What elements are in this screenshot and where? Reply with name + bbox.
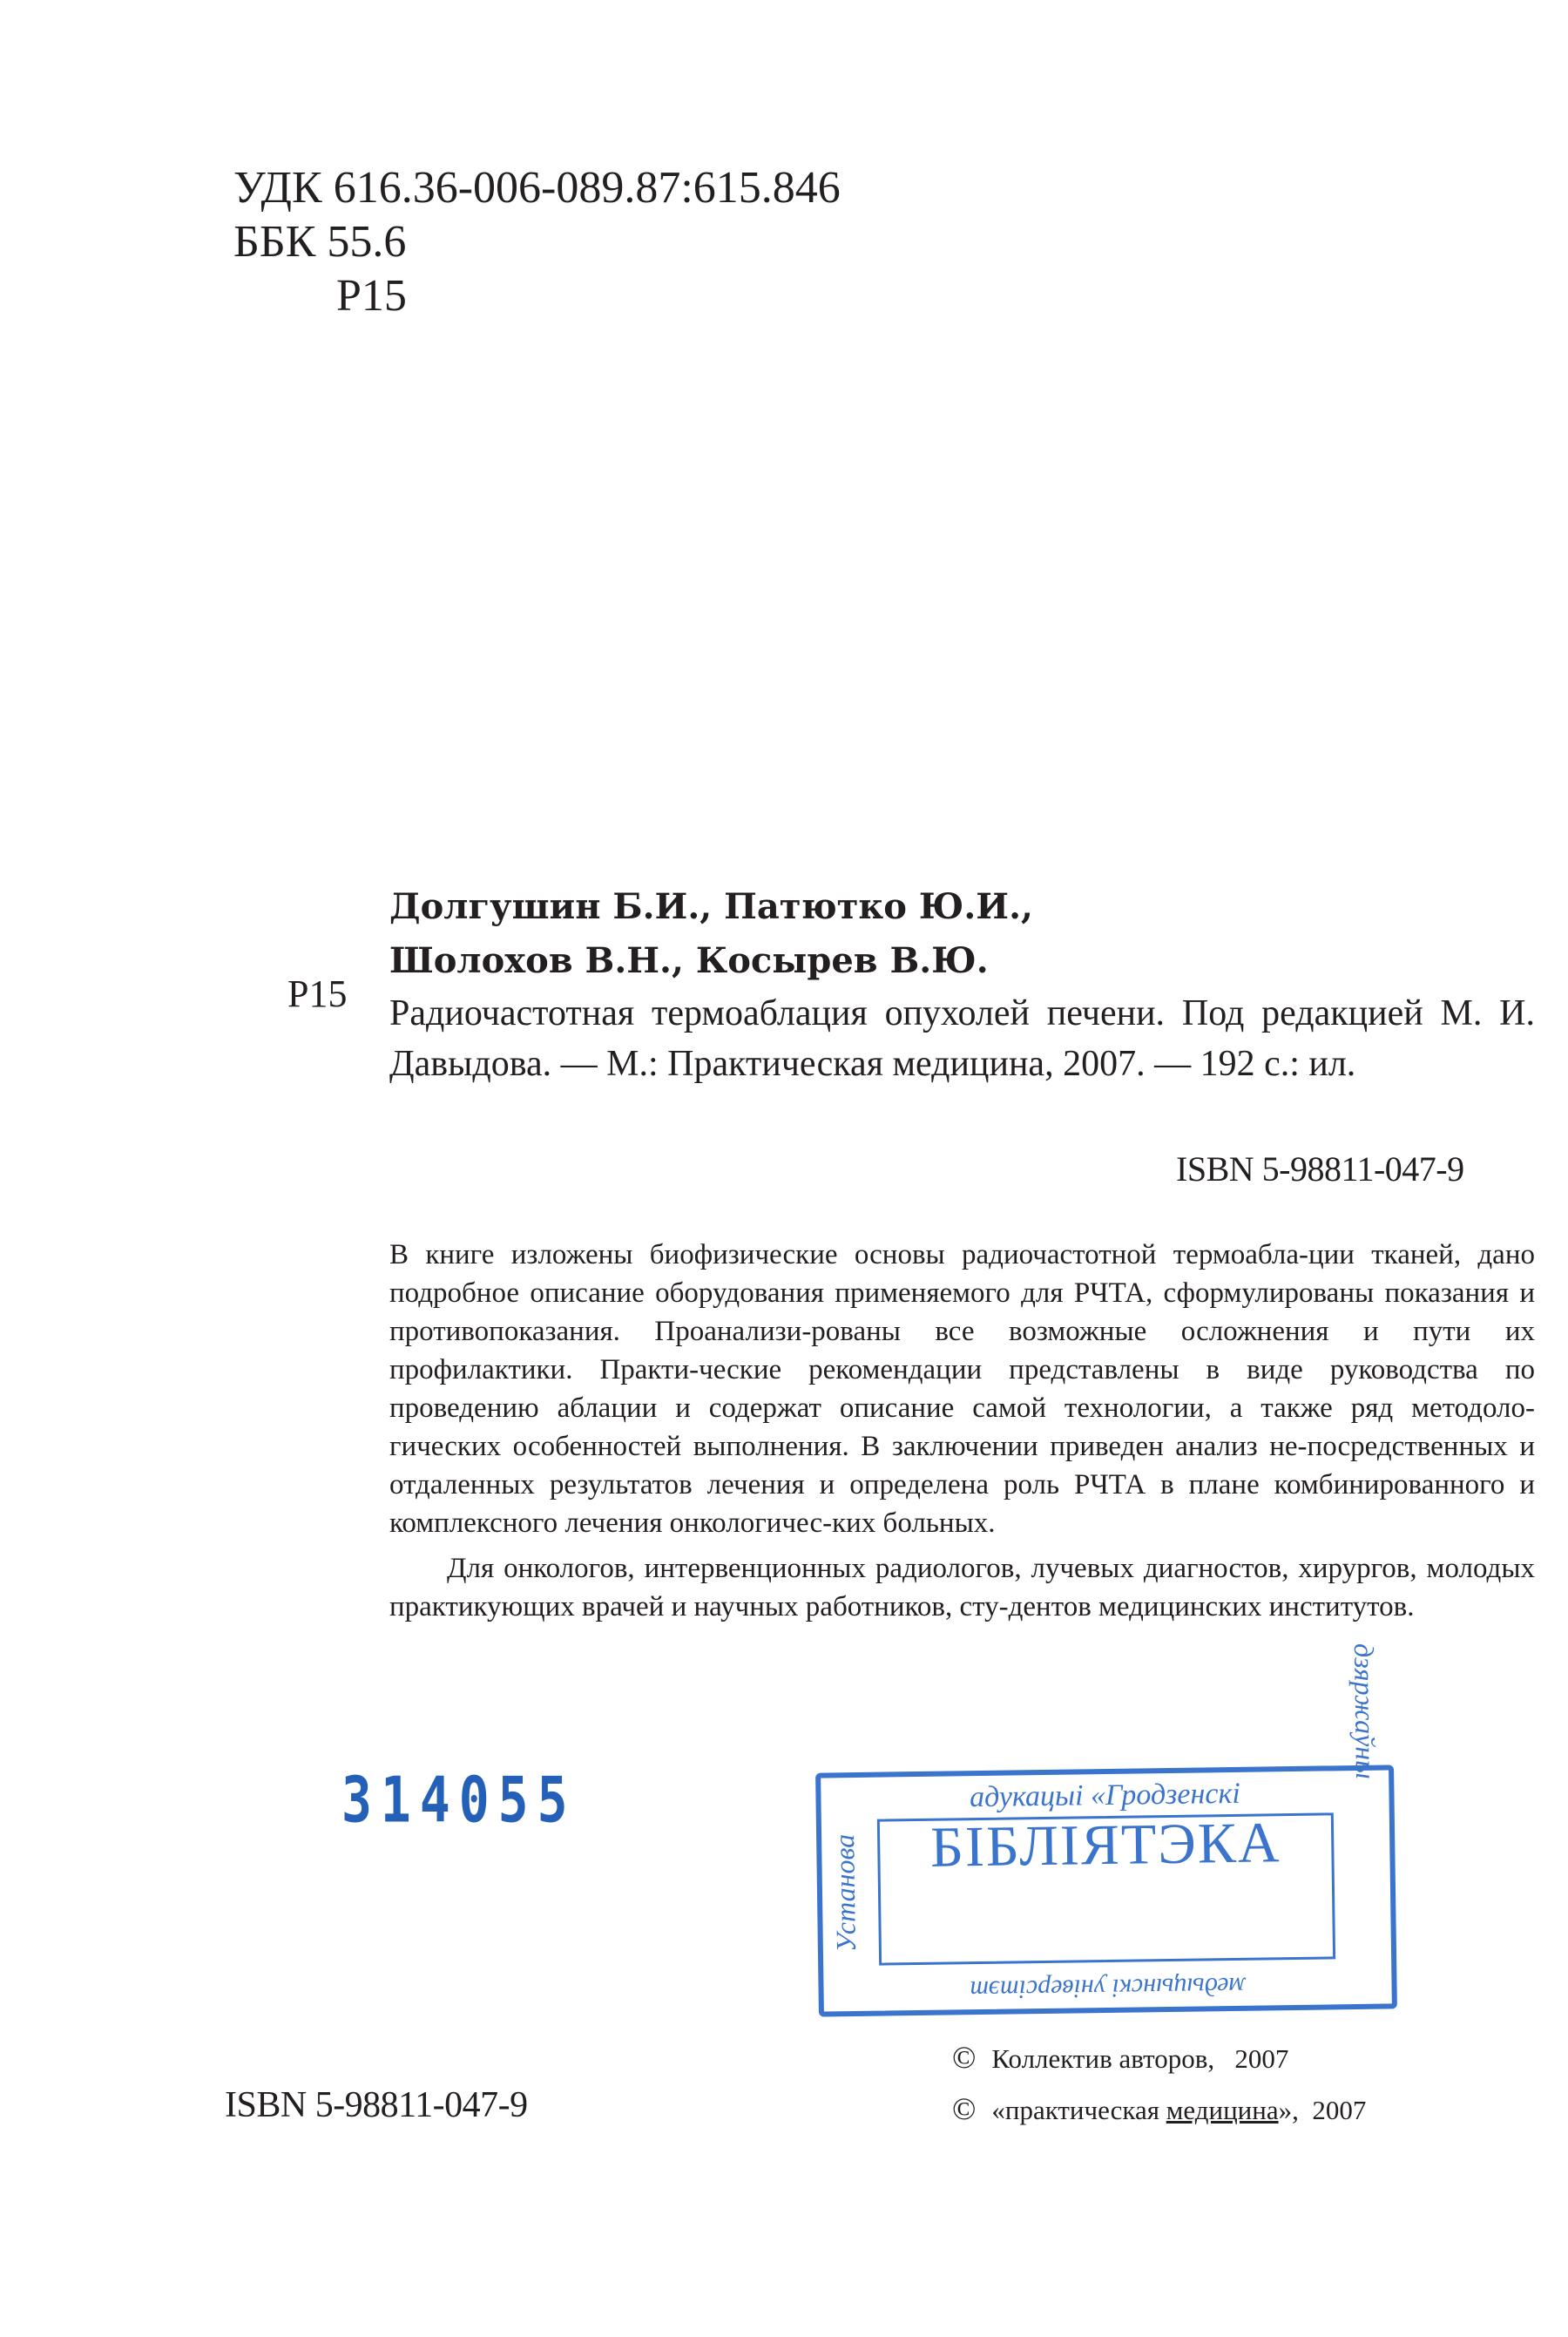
author-mark: Р15 [336,271,407,321]
annotation-paragraph-1: В книге изложены биофизические основы радиочастотной термоабла-ции тканей, дано подробное описание оборудования применяемого для РЧТА, сформулированы показания и противопоказания. Проанализи-рованы все возможные осложнения и пути их профилактики. Практи-ческие рекомендации представлены в виде руководства по проведению аблации и содержат описание самой технологии, а также ряд методоло-гических особенностей выполнения. В заключении приведен анализ не-посредственных и отдаленных результатов лечения и определена роль РЧТА в плане комбинированного и комплексного лечения онкологичес-ких больных. [389,1239,1535,1539]
copyright-authors [952,2039,1288,2076]
isbn-bottom: ISBN 5-98811-047-9 [225,2085,528,2125]
inventory-number-stamp: 314055 [341,1763,577,1837]
stamp-main-text: БІБЛІЯТЭКА [929,1811,1281,1880]
library-stamp [815,1643,1397,2016]
bbk-code: ББК 55.6 [233,217,407,267]
title-description: Радиочастотная термоаблация опухолей печени. Под редакцией М. И. Давыдова. — М.: Практическая медицина, 2007. — 192 с.: ил. [389,993,1535,1084]
isbn-record: ISBN 5-98811-047-9 [1176,1149,1464,1189]
publisher-name-part-2: медицина [1166,2095,1279,2125]
copyright-year: 2007 [1312,2095,1367,2125]
copyright-year: 2007 [1234,2043,1289,2074]
copyright-icon: © [952,2040,977,2075]
udk-code: УДК 616.36-006-089.87:615.846 [233,163,841,213]
copyright-publisher [952,2090,1366,2127]
classification-codes [233,161,841,323]
stamp-bottom-text: медыцынскі універсітэт [970,1971,1246,2005]
author-mark-left: Р15 [287,972,348,1015]
stamp-left-text: Установа [828,1833,862,1953]
publisher-name-part-1: «практическая [991,2095,1166,2125]
annotation [389,1236,1535,1626]
stamp-top-text: адукацыі «Гродзенскі [969,1777,1241,1814]
stamp-right-text: дзяржаўны [1348,1643,1382,1780]
bibliographic-record [389,880,1535,1089]
authors-line-1: Долгушин Б.И., Патютко Ю.И., [389,886,1033,927]
annotation-paragraph-2: Для онкологов, интервенционных радиологов, лучевых диагностов, хирургов, молодых практикующих врачей и научных работников, сту-дентов медицинских институтов. [389,1553,1535,1622]
authors-line-2: Шолохов В.Н., Косырев В.Ю. [389,940,989,981]
publisher-name-part-3: », [1278,2095,1299,2125]
copyright-holder: Коллектив авторов, [991,2043,1215,2074]
copyright-icon: © [952,2091,977,2126]
